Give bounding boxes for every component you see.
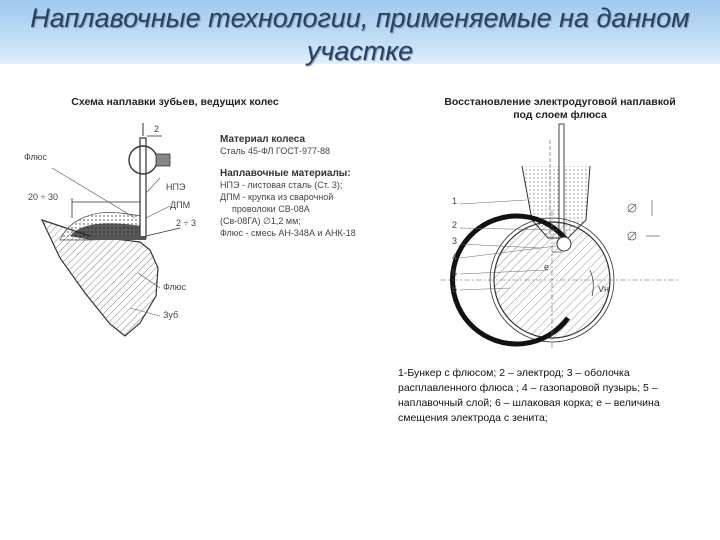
label-dim-20-30: 20 ÷ 30 (28, 192, 58, 202)
number-3: 3 (452, 236, 458, 246)
number-1: 1 (452, 196, 458, 206)
spec-wheel-material: Сталь 45-ФЛ ГОСТ-977-88 (220, 146, 331, 156)
right-diagram-caption: Восстановление электродуговой наплавкой под слоем флюса (444, 96, 676, 121)
offset-label: е (544, 262, 550, 272)
velocity-label: Vн (598, 284, 609, 294)
spec-line-4: (Св-08ГА) ∅1,2 мм; (220, 216, 301, 226)
page-title: Наплавочные технологии, применяемые на данном участке (30, 3, 690, 66)
spec-materials-heading: Наплавочные материалы: (220, 168, 351, 179)
label-npe: НПЭ (166, 182, 186, 192)
spec-line-5: Флюс - смесь АН-348А и АНК-18 (220, 228, 356, 238)
label-tooth: Зуб (163, 310, 179, 320)
label-flux-bottom: Флюс (163, 282, 187, 292)
number-5: 5 (452, 268, 458, 278)
spec-wheel-material-heading: Материал колеса (220, 134, 306, 145)
spec-line-1: НПЭ - листовая сталь (Ст. 3); (220, 180, 343, 190)
label-dim-2-3: 2 ÷ 3 (176, 218, 196, 228)
left-diagram-caption: Схема наплавки зубьев, ведущих колес (71, 96, 279, 108)
submerged-arc-diagram (440, 120, 685, 352)
number-6: 6 (452, 284, 458, 294)
number-2: 2 (452, 220, 458, 230)
label-dpm: ДПМ (170, 200, 191, 210)
electrode-strip (140, 138, 146, 238)
label-flux-top: Флюс (24, 152, 48, 162)
spec-line-2: ДПМ - крупка из сварочной (220, 192, 334, 202)
number-4: 4 (452, 252, 458, 262)
tooth-hardfacing-diagram (24, 118, 400, 348)
gas-bubble (557, 237, 571, 251)
legend-text: 1-Бункер с флюсом; 2 – электрод; 3 – оболочка расплавленного флюса ; 4 – газопаровой пузырь; 5 – наплавочный слой; 6 – шлаковая корка; е – величина смещения электрода с зенита; (398, 367, 660, 424)
spec-line-3: проволоки СВ-08А (232, 204, 310, 214)
label-dim-2: 2 (154, 124, 160, 134)
